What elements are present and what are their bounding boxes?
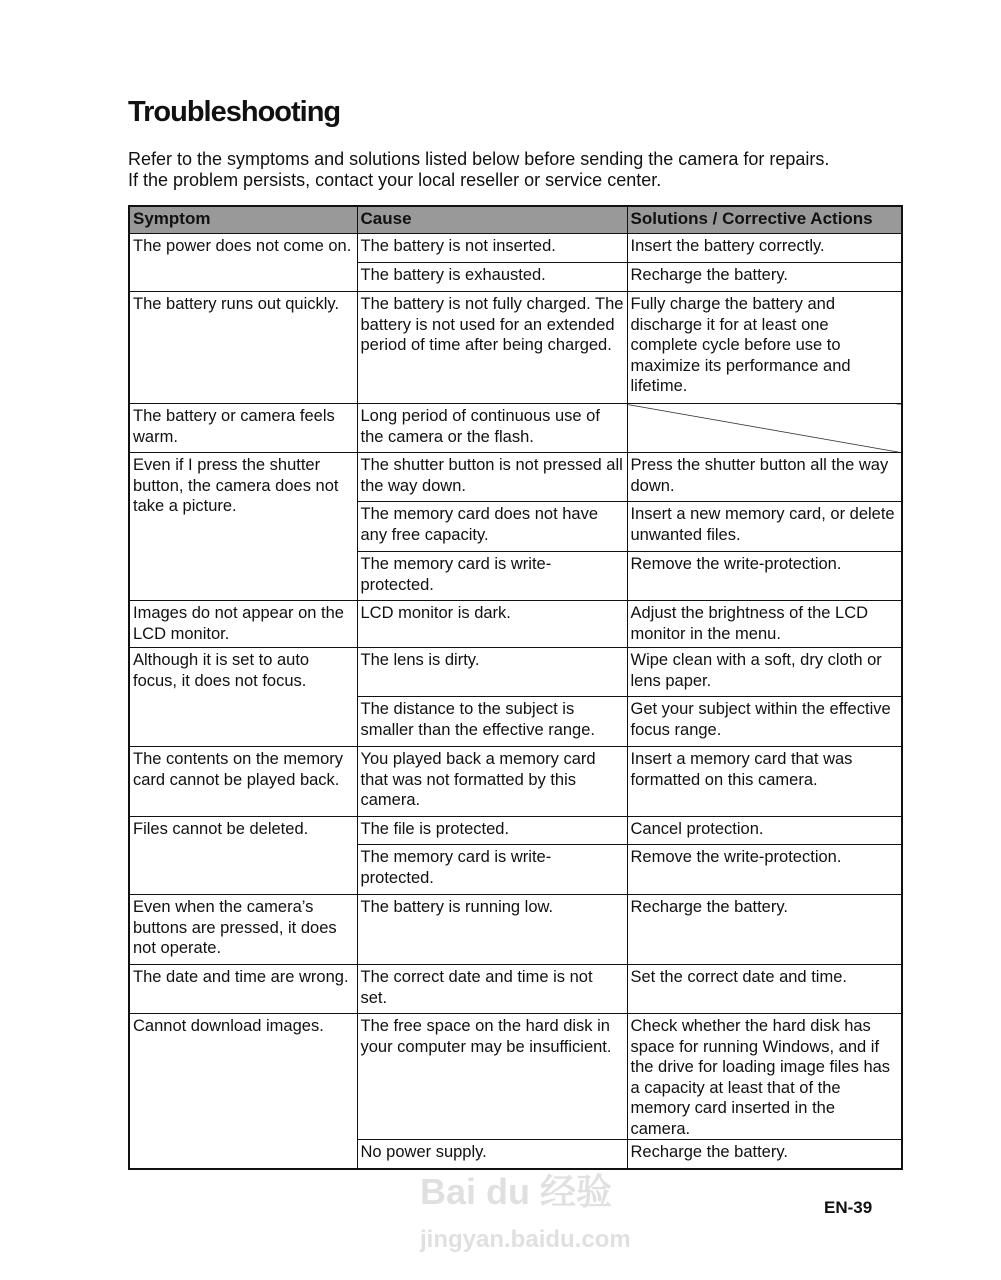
page-title: Troubleshooting xyxy=(128,96,341,128)
intro-line: Refer to the symptoms and solutions listed below before sending the camera for repairs. xyxy=(128,149,830,169)
intro-text xyxy=(128,149,928,191)
table-row xyxy=(129,234,902,263)
cause-cell: The memory card is write-protected. xyxy=(357,845,627,895)
solution-cell: Cancel protection. xyxy=(627,817,902,845)
symptom-cell: Images do not appear on the LCD monitor. xyxy=(129,601,357,648)
table-row xyxy=(129,453,902,502)
symptom-cell: Files cannot be deleted. xyxy=(129,817,357,895)
cause-cell: The file is protected. xyxy=(357,817,627,845)
table-row xyxy=(129,817,902,845)
table-row xyxy=(129,1014,902,1140)
solution-cell: Check whether the hard disk has space for running Windows, and if the drive for loading image files has a capacity at least that of the memory card inserted in the camera. xyxy=(627,1014,902,1140)
solution-cell: Recharge the battery. xyxy=(627,263,902,292)
symptom-cell: The date and time are wrong. xyxy=(129,965,357,1014)
cause-cell: Long period of continuous use of the camera or the flash. xyxy=(357,404,627,453)
cause-cell: The battery is exhausted. xyxy=(357,263,627,292)
symptom-cell: Although it is set to auto focus, it does not focus. xyxy=(129,648,357,747)
empty-solution-cell xyxy=(627,404,902,453)
solution-cell: Insert a new memory card, or delete unwanted files. xyxy=(627,502,902,552)
symptom-cell: The power does not come on. xyxy=(129,234,357,292)
watermark-url: jingyan.baidu.com xyxy=(420,1226,631,1253)
cause-cell: The correct date and time is not set. xyxy=(357,965,627,1014)
solution-cell: Recharge the battery. xyxy=(627,895,902,965)
solution-cell: Adjust the brightness of the LCD monitor in the menu. xyxy=(627,601,902,648)
table-row xyxy=(129,648,902,697)
cause-cell: The battery is not inserted. xyxy=(357,234,627,263)
table-row xyxy=(129,895,902,965)
troubleshooting-table xyxy=(128,205,903,1170)
cause-cell: The battery is not fully charged. The battery is not used for an extended period of time after being charged. xyxy=(357,292,627,404)
table-header-row xyxy=(129,206,902,234)
solution-cell: Fully charge the battery and discharge it for at least one complete cycle before use to maximize its performance and lifetime. xyxy=(627,292,902,404)
cause-cell: You played back a memory card that was not formatted by this camera. xyxy=(357,747,627,817)
header-symptom: Symptom xyxy=(129,206,357,234)
cause-cell: The memory card does not have any free capacity. xyxy=(357,502,627,552)
symptom-cell: Even if I press the shutter button, the camera does not take a picture. xyxy=(129,453,357,601)
symptom-cell: The contents on the memory card cannot be played back. xyxy=(129,747,357,817)
table-row xyxy=(129,747,902,817)
cause-cell: The distance to the subject is smaller than the effective range. xyxy=(357,697,627,747)
solution-cell: Get your subject within the effective focus range. xyxy=(627,697,902,747)
cause-cell: The battery is running low. xyxy=(357,895,627,965)
watermark-logo: Bai du 经验 xyxy=(420,1171,613,1212)
intro-line: If the problem persists, contact your local reseller or service center. xyxy=(128,170,662,190)
symptom-cell: Cannot download images. xyxy=(129,1014,357,1169)
table-row xyxy=(129,404,902,453)
solution-cell: Press the shutter button all the way down. xyxy=(627,453,902,502)
solution-cell: Recharge the battery. xyxy=(627,1140,902,1169)
header-cause: Cause xyxy=(357,206,627,234)
solution-cell: Wipe clean with a soft, dry cloth or lens paper. xyxy=(627,648,902,697)
table-row xyxy=(129,292,902,404)
solution-cell: Remove the write-protection. xyxy=(627,845,902,895)
symptom-cell: The battery runs out quickly. xyxy=(129,292,357,404)
cause-cell: The lens is dirty. xyxy=(357,648,627,697)
solution-cell: Set the correct date and time. xyxy=(627,965,902,1014)
page-number: EN-39 xyxy=(824,1198,873,1217)
solution-cell: Insert the battery correctly. xyxy=(627,234,902,263)
header-solution: Solutions / Corrective Actions xyxy=(627,206,902,234)
solution-cell: Insert a memory card that was formatted on this camera. xyxy=(627,747,902,817)
table-row xyxy=(129,965,902,1014)
cause-cell: No power supply. xyxy=(357,1140,627,1169)
cause-cell: The memory card is write-protected. xyxy=(357,552,627,601)
symptom-cell: Even when the camera’s buttons are pressed, it does not operate. xyxy=(129,895,357,965)
cause-cell: The free space on the hard disk in your computer may be insufficient. xyxy=(357,1014,627,1140)
table-row xyxy=(129,601,902,648)
cause-cell: LCD monitor is dark. xyxy=(357,601,627,648)
solution-cell: Remove the write-protection. xyxy=(627,552,902,601)
cause-cell: The shutter button is not pressed all the way down. xyxy=(357,453,627,502)
symptom-cell: The battery or camera feels warm. xyxy=(129,404,357,453)
